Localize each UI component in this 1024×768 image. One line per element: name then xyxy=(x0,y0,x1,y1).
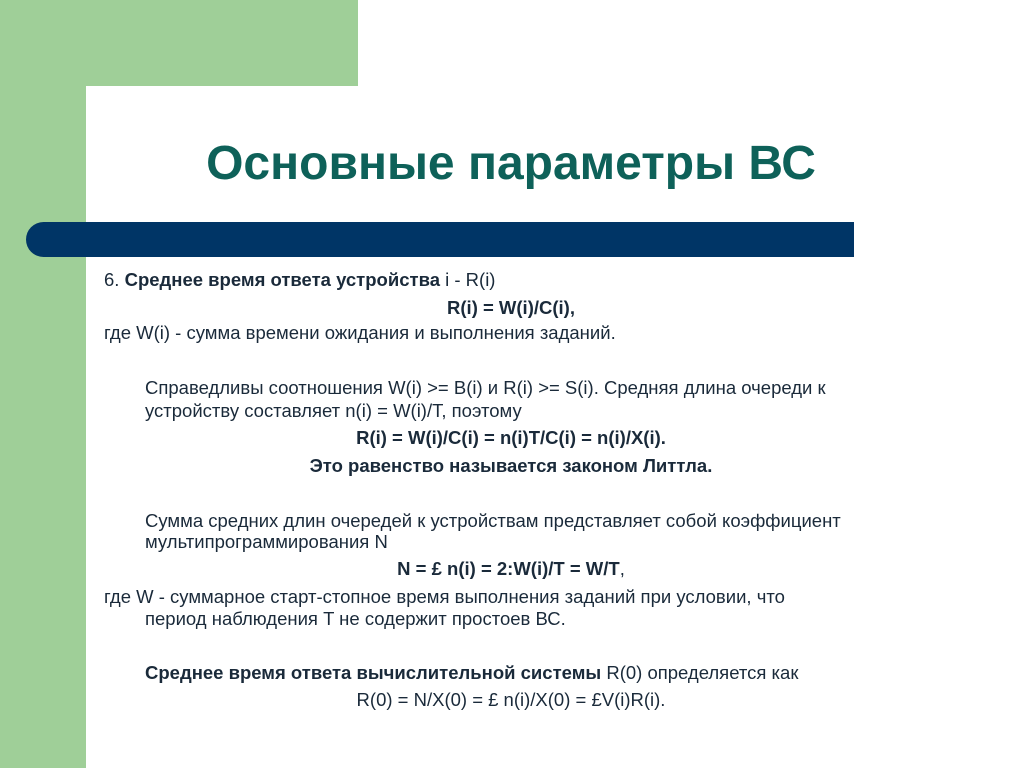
slide-title: Основные параметры ВС xyxy=(206,137,816,190)
formula-2: R(i) = W(i)/C(i) = n(i)T/C(i) = n(i)/X(i). xyxy=(356,427,666,448)
where-2-line2: период наблюдения T не содержит простоев ВС. xyxy=(145,608,566,629)
formula-3-tail: , xyxy=(619,558,625,579)
where-1: где W(i) - сумма времени ожидания и выполнения заданий. xyxy=(104,322,616,343)
formula-1: R(i) = W(i)/C(i), xyxy=(447,297,575,318)
where-2-line1: где W - суммарное старт-стопное время выполнения заданий при условии, что xyxy=(104,586,785,607)
para2-line2: мультипрограммирования N xyxy=(145,531,388,552)
little-law-statement: Это равенство называется законом Литтла. xyxy=(309,455,713,476)
system-response-bold: Среднее время ответа вычислительной системы xyxy=(145,662,602,683)
para1-line2: устройству составляет n(i) = W(i)/T, поэтому xyxy=(145,400,522,421)
item6-bold-label: Среднее время ответа устройства xyxy=(124,269,440,290)
system-response-heading xyxy=(145,663,798,683)
formula-4: R(0) = N/X(0) = £ n(i)/X(0) = £V(i)R(i). xyxy=(356,689,666,710)
para2-line1: Сумма средних длин очередей к устройствам представляет собой коэффициент xyxy=(145,510,841,531)
item6-number: 6. xyxy=(104,269,120,290)
item6-heading xyxy=(104,270,495,290)
formula-3-bold: N = £ n(i) = 2:W(i)/T = W/T xyxy=(397,558,620,579)
para1-line1: Справедливы соотношения W(i) >= B(i) и R(i) >= S(i). Средняя длина очереди к xyxy=(145,377,826,398)
formula-3 xyxy=(86,559,936,579)
system-response-rest: R(0) определяется как xyxy=(606,662,799,683)
item6-rest: i - R(i) xyxy=(445,269,496,290)
